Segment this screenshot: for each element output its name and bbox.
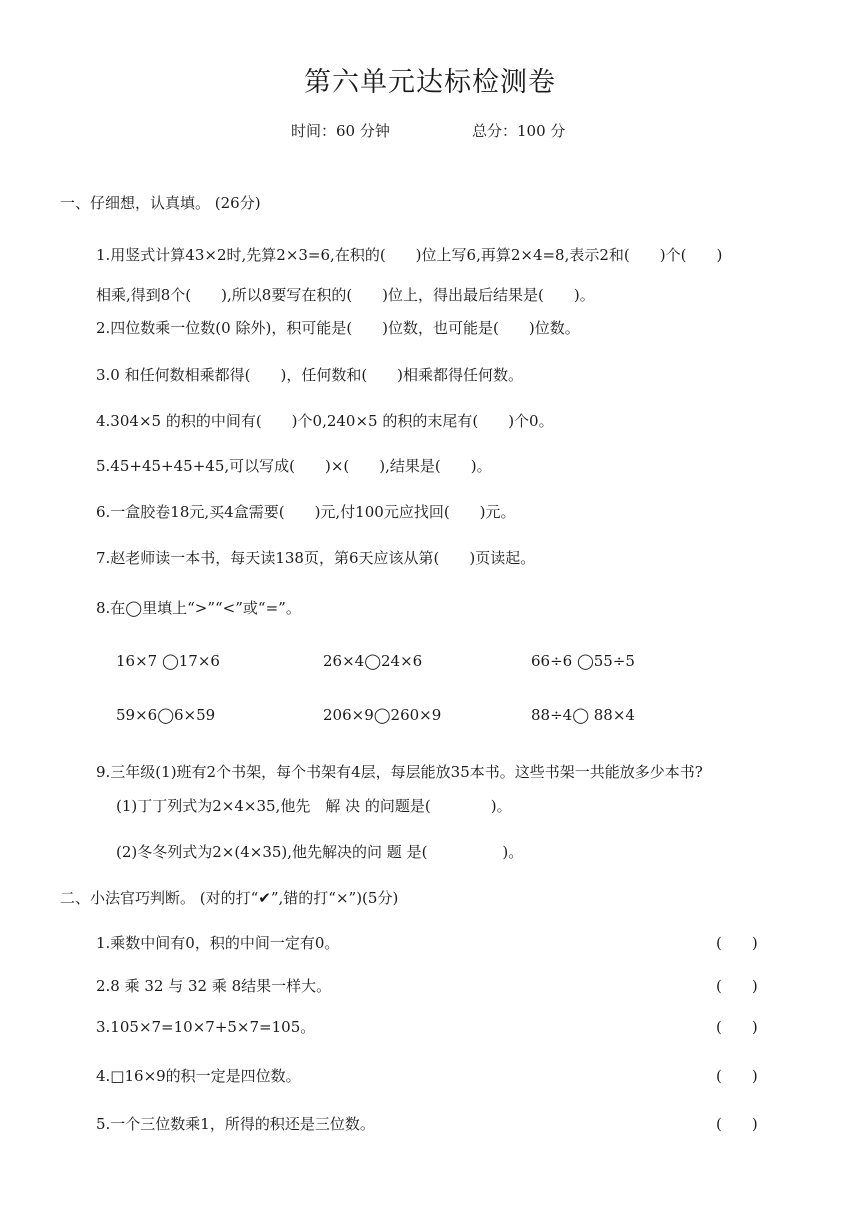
judge-item: 2.8 乘 32 与 32 乘 8结果一样大。 bbox=[96, 977, 332, 995]
question-3: 3.0 和任何数相乘都得( )，任何数和( )相乘都得任何数。 bbox=[96, 366, 524, 384]
question-5: 5.45+45+45+45,可以写成( )×( ),结果是( )。 bbox=[96, 457, 492, 475]
question-1-line-2: 相乘,得到8个( ),所以8要写在积的( )位上，得出最后结果是( )。 bbox=[96, 286, 595, 304]
question-2: 2.四位数乘一位数(0 除外)，积可能是( )位数，也可能是( )位数。 bbox=[96, 319, 580, 337]
compare-item: 16×7 ◯17×6 bbox=[116, 652, 220, 670]
section-1-heading: 一、仔细想，认真填。 (26分) bbox=[60, 194, 261, 212]
page-title: 第六单元达标检测卷 bbox=[304, 67, 556, 98]
compare-item: 66÷6 ◯55÷5 bbox=[531, 652, 635, 670]
answer-paren: ( ) bbox=[716, 1018, 758, 1036]
compare-item: 26×4◯24×6 bbox=[323, 652, 423, 670]
answer-paren: ( ) bbox=[716, 977, 758, 995]
judge-item: 5.一个三位数乘1，所得的积还是三位数。 bbox=[96, 1115, 375, 1133]
exam-total-score: 总分：100 分 bbox=[472, 122, 566, 140]
question-1-line-1: 1.用竖式计算43×2时,先算2×3=6,在积的( )位上写6,再算2×4=8,表示2和( )个( ) bbox=[96, 246, 723, 264]
compare-item: 88÷4◯ 88×4 bbox=[531, 706, 635, 724]
judge-item: 4.□16×9的积一定是四位数。 bbox=[96, 1067, 301, 1085]
compare-item: 206×9◯260×9 bbox=[323, 706, 442, 724]
compare-item: 59×6◯6×59 bbox=[116, 706, 216, 724]
question-8: 8.在◯里填上“>”“<”或“=”。 bbox=[96, 599, 301, 617]
answer-paren: ( ) bbox=[716, 1067, 758, 1085]
question-9-part-1: (1)丁丁列式为2×4×35,他先 解 决 的问题是( )。 bbox=[116, 797, 512, 815]
question-9-part-2: (2)冬冬列式为2×(4×35),他先解决的问 题 是( )。 bbox=[116, 843, 524, 861]
exam-time: 时间：60 分钟 bbox=[291, 122, 390, 140]
question-7: 7.赵老师读一本书，每天读138页，第6天应该从第( )页读起。 bbox=[96, 549, 536, 567]
question-9: 9.三年级(1)班有2个书架，每个书架有4层，每层能放35本书。这些书架一共能放多少本书? bbox=[96, 763, 703, 781]
answer-paren: ( ) bbox=[716, 934, 758, 952]
judge-item: 1.乘数中间有0，积的中间一定有0。 bbox=[96, 934, 340, 952]
section-2-heading: 二、小法官巧判断。 (对的打“✔”,错的打“×”)(5分) bbox=[60, 889, 399, 907]
question-4: 4.304×5 的积的中间有( )个0,240×5 的积的末尾有( )个0。 bbox=[96, 412, 554, 430]
judge-item: 3.105×7=10×7+5×7=105。 bbox=[96, 1018, 316, 1036]
answer-paren: ( ) bbox=[716, 1115, 758, 1133]
question-6: 6.一盒胶卷18元,买4盒需要( )元,付100元应找回( )元。 bbox=[96, 503, 516, 521]
